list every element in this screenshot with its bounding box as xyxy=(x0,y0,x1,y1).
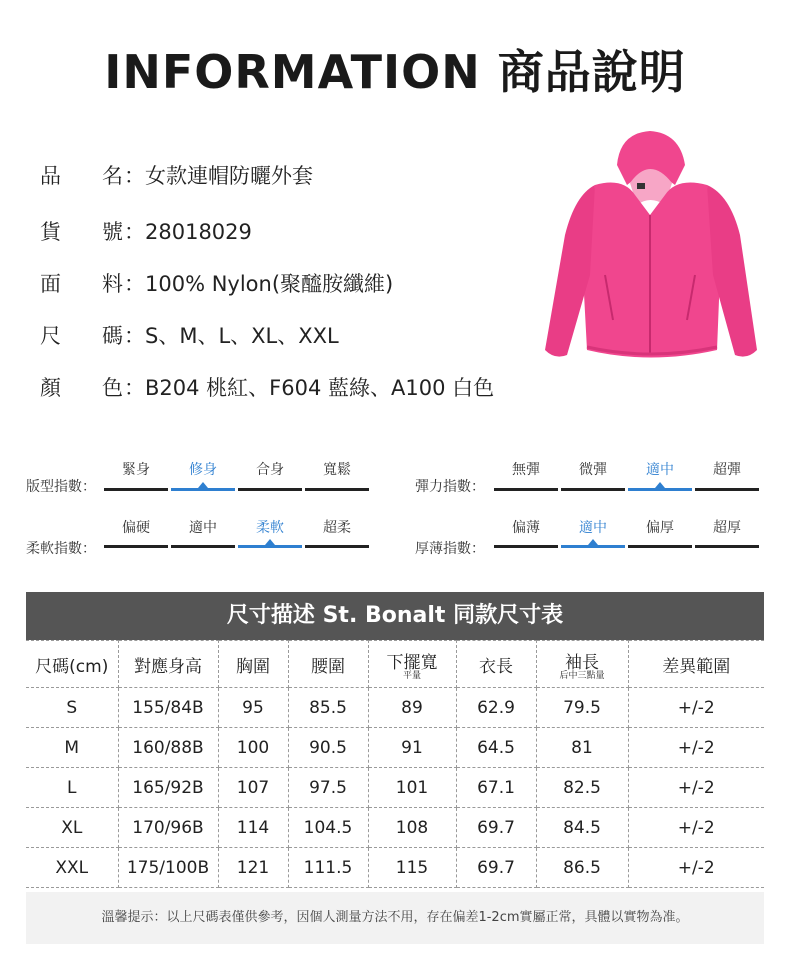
index-bar-thick xyxy=(561,545,625,548)
table-cell: 64.5 xyxy=(456,728,536,768)
col-length: 衣長 xyxy=(456,641,536,688)
table-cell: 121 xyxy=(218,848,288,888)
index-bar-fit xyxy=(104,488,168,491)
index-option-fit: 緊身 xyxy=(122,462,150,478)
table-cell: 175/100B xyxy=(118,848,218,888)
table-cell: 84.5 xyxy=(536,808,628,848)
index-option-elastic: 適中 xyxy=(646,462,674,478)
table-cell: 91 xyxy=(368,728,456,768)
col-height: 對應身高 xyxy=(118,641,218,688)
table-cell: 67.1 xyxy=(456,768,536,808)
page-title: INFORMATION 商品說明 xyxy=(104,45,686,99)
index-option-soft: 適中 xyxy=(189,520,217,536)
col-sleeve-note: 后中三點量 xyxy=(559,670,605,681)
index-bar-fit xyxy=(238,488,302,491)
index-bar-soft xyxy=(238,545,302,548)
col-chest: 胸圍 xyxy=(218,641,288,688)
index-option-fit: 修身 xyxy=(189,462,217,478)
index-bar-thick xyxy=(494,545,558,548)
index-bar-soft xyxy=(305,545,369,548)
col-size: 尺碼(cm) xyxy=(26,641,118,688)
table-cell: 115 xyxy=(368,848,456,888)
table-cell: 108 xyxy=(368,808,456,848)
index-bar-fit xyxy=(305,488,369,491)
index-option-thick: 偏薄 xyxy=(512,520,540,536)
col-hem-note: 平量 xyxy=(402,670,421,681)
index-option-elastic: 超彈 xyxy=(713,462,741,478)
index-option-thick: 超厚 xyxy=(713,520,741,536)
index-marker-elastic xyxy=(655,482,665,488)
col-sleeve xyxy=(536,641,628,688)
col-waist: 腰圍 xyxy=(288,641,368,688)
info-value: ：100% Nylon(聚醯胺纖維) xyxy=(124,272,394,296)
index-option-soft: 偏硬 xyxy=(122,520,150,536)
table-cell: 81 xyxy=(536,728,628,768)
table-row xyxy=(26,728,764,768)
index-label-thick: 厚薄指數： xyxy=(415,541,485,557)
table-cell: 97.5 xyxy=(288,768,368,808)
table-cell: 155/84B xyxy=(118,688,218,728)
table-cell: M xyxy=(26,728,118,768)
index-option-thick: 偏厚 xyxy=(646,520,674,536)
info-key-1: 面 xyxy=(40,272,61,296)
index-bar-elastic xyxy=(561,488,625,491)
info-value: ：女款連帽防曬外套 xyxy=(124,164,313,188)
info-value: ：B204 桃紅、F604 藍綠、A100 白色 xyxy=(124,376,495,400)
info-key-1: 貨 xyxy=(40,220,61,244)
table-cell: 160/88B xyxy=(118,728,218,768)
footnote: 溫馨提示：以上尺碼表僅供參考，因個人測量方法不用，存在偏差1-2cm實屬正常，具體以實物為准。 xyxy=(26,892,764,944)
table-row xyxy=(26,688,764,728)
table-cell: S xyxy=(26,688,118,728)
table-row xyxy=(26,848,764,888)
index-option-fit: 寬鬆 xyxy=(323,462,351,478)
col-tolerance: 差異範圍 xyxy=(628,641,764,688)
table-cell: 85.5 xyxy=(288,688,368,728)
table-cell: +/-2 xyxy=(628,808,764,848)
table-row xyxy=(26,808,764,848)
table-cell: +/-2 xyxy=(628,728,764,768)
index-option-thick: 適中 xyxy=(579,520,607,536)
info-key-2: 號 xyxy=(102,220,123,244)
info-key-1: 顏 xyxy=(40,376,61,400)
table-cell: L xyxy=(26,768,118,808)
index-bar-thick xyxy=(628,545,692,548)
table-cell: 100 xyxy=(218,728,288,768)
table-row xyxy=(26,768,764,808)
index-option-elastic: 微彈 xyxy=(579,462,607,478)
col-sleeve-label: 袖長 xyxy=(565,652,599,673)
table-cell: 69.7 xyxy=(456,808,536,848)
index-option-soft: 超柔 xyxy=(323,520,351,536)
index-label-elastic: 彈力指數： xyxy=(415,479,485,495)
index-bar-soft xyxy=(171,545,235,548)
index-option-elastic: 無彈 xyxy=(512,462,540,478)
index-option-soft: 柔軟 xyxy=(256,520,284,536)
col-hem-label: 下擺寬 xyxy=(386,652,438,673)
table-cell: 107 xyxy=(218,768,288,808)
size-table xyxy=(26,640,764,888)
table-cell: 62.9 xyxy=(456,688,536,728)
info-key-2: 碼 xyxy=(102,324,123,348)
index-bar-thick xyxy=(695,545,759,548)
index-bar-fit xyxy=(171,488,235,491)
info-key-2: 名 xyxy=(102,164,123,188)
index-label-soft: 柔軟指數： xyxy=(26,541,96,557)
info-key-2: 色 xyxy=(102,376,123,400)
index-bar-elastic xyxy=(494,488,558,491)
table-cell: 114 xyxy=(218,808,288,848)
index-bar-elastic xyxy=(628,488,692,491)
index-bar-soft xyxy=(104,545,168,548)
table-cell: +/-2 xyxy=(628,768,764,808)
index-marker-fit xyxy=(198,482,208,488)
info-value: ：S、M、L、XL、XXL xyxy=(124,324,339,348)
col-hem xyxy=(368,641,456,688)
index-label-fit: 版型指數： xyxy=(26,479,96,495)
table-cell: 95 xyxy=(218,688,288,728)
table-cell: 170/96B xyxy=(118,808,218,848)
index-marker-thick xyxy=(588,539,598,545)
table-cell: 111.5 xyxy=(288,848,368,888)
index-option-fit: 合身 xyxy=(256,462,284,478)
table-header-row xyxy=(26,641,764,688)
index-marker-soft xyxy=(265,539,275,545)
index-bar-elastic xyxy=(695,488,759,491)
table-cell: 89 xyxy=(368,688,456,728)
table-cell: 101 xyxy=(368,768,456,808)
table-cell: 69.7 xyxy=(456,848,536,888)
table-cell: +/-2 xyxy=(628,688,764,728)
table-cell: 104.5 xyxy=(288,808,368,848)
size-table-heading: 尺寸描述 St. Bonalt 同款尺寸表 xyxy=(26,592,764,640)
table-cell: 90.5 xyxy=(288,728,368,768)
table-cell: +/-2 xyxy=(628,848,764,888)
info-value: ：28018029 xyxy=(124,220,252,244)
info-key-1: 品 xyxy=(40,164,61,188)
table-cell: 86.5 xyxy=(536,848,628,888)
table-cell: XL xyxy=(26,808,118,848)
table-cell: 82.5 xyxy=(536,768,628,808)
table-cell: 79.5 xyxy=(536,688,628,728)
info-key-2: 料 xyxy=(102,272,123,296)
table-cell: 165/92B xyxy=(118,768,218,808)
jacket-image xyxy=(535,125,765,375)
table-cell: XXL xyxy=(26,848,118,888)
info-key-1: 尺 xyxy=(40,324,61,348)
